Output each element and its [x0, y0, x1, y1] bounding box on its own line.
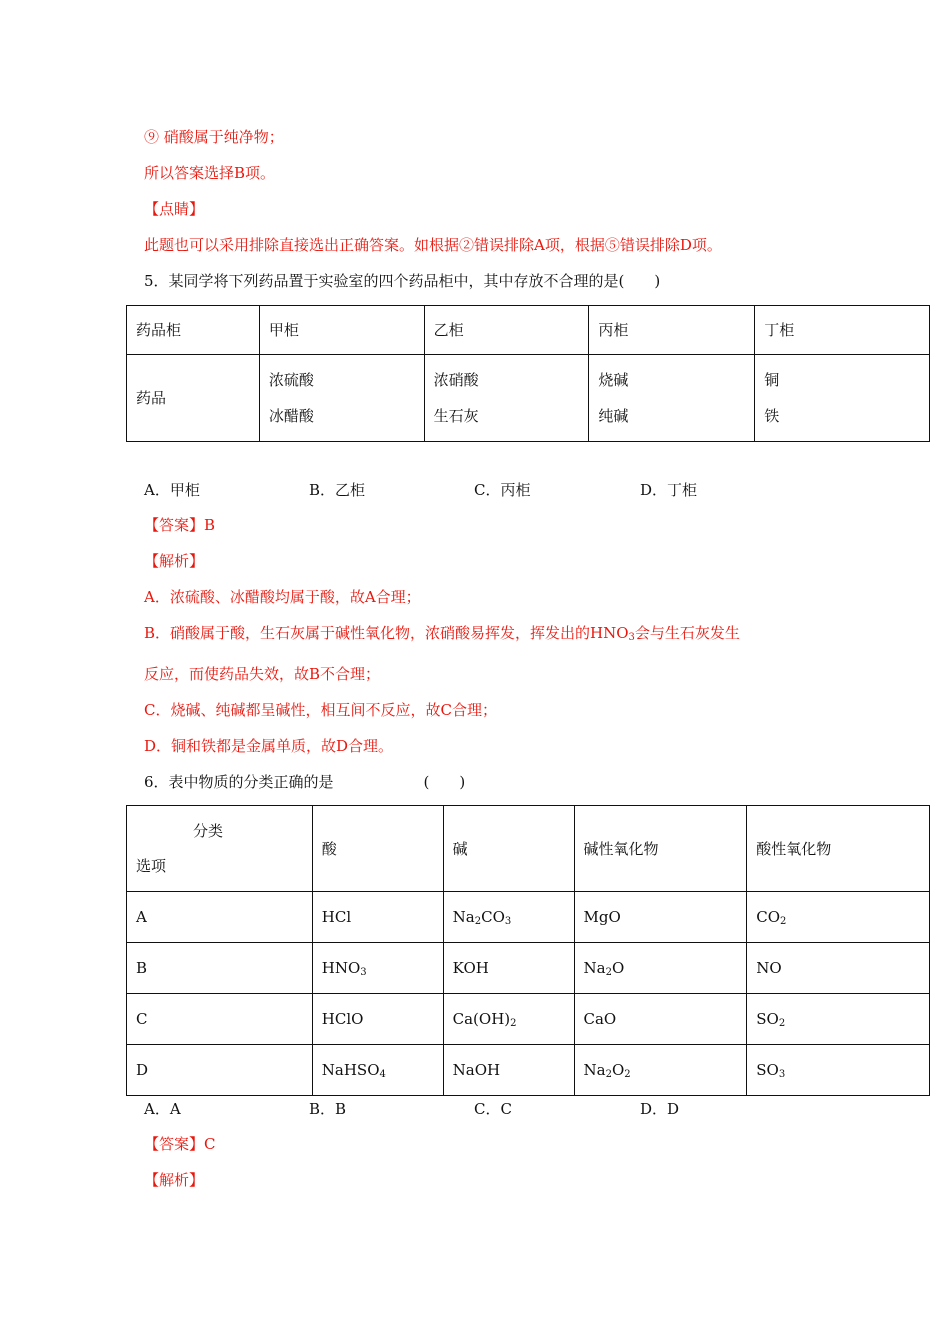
- subscript: 2: [624, 1069, 631, 1080]
- formula-text: NaHSO: [321, 1061, 380, 1079]
- q5-header-cell: 乙柜: [424, 306, 589, 355]
- corner-option-label: 选项: [136, 857, 167, 875]
- subscript: 2: [605, 967, 612, 978]
- table-row: [127, 943, 930, 994]
- formula-cell: [312, 892, 443, 943]
- q6-options: [144, 1098, 844, 1118]
- q5-row-label: 药品: [127, 355, 260, 442]
- formula-cell: [443, 892, 574, 943]
- q6-analysis-tag: 【解析】: [144, 1171, 205, 1189]
- q5-cell-jia: [259, 355, 424, 442]
- formula-text: HCl: [321, 908, 352, 926]
- q6-option-d: D．D: [640, 1100, 680, 1118]
- formula-text: MgO: [583, 908, 621, 926]
- formula-cell: [312, 1045, 443, 1096]
- q5-stem: 5．某同学将下列药品置于实验室的四个药品柜中，其中存放不合理的是( ): [144, 272, 661, 290]
- formula-text: O: [611, 959, 625, 977]
- q5-header-cell: 丙柜: [589, 306, 755, 355]
- q5-cabinet-table: [126, 305, 930, 442]
- formula-cell: [443, 994, 574, 1045]
- chemical-name: 生石灰: [433, 407, 479, 425]
- chemical-name: 浓硝酸: [433, 371, 479, 389]
- q5-header-cell: 药品柜: [127, 306, 260, 355]
- row-label: C: [127, 994, 313, 1045]
- corner-category-label: 分类: [193, 822, 224, 840]
- q5-analysis-tag: 【解析】: [144, 552, 205, 570]
- formula-text: CaO: [583, 1010, 617, 1028]
- q5-analysis-d: D．铜和铁都是金属单质，故D合理。: [144, 737, 394, 755]
- formula-cell: [443, 943, 574, 994]
- text-segment: B．硝酸属于酸，生石灰属于碱性氧化物，浓硝酸易挥发，挥发出的HNO: [144, 624, 629, 642]
- formula-text: Na: [583, 1061, 606, 1079]
- analysis-item-9: ⑨ 硝酸属于纯净物；: [144, 128, 284, 146]
- subscript: 2: [474, 916, 482, 927]
- q5-option-d: D．丁柜: [640, 481, 698, 499]
- subscript: 2: [605, 1069, 612, 1080]
- formula-text: Na: [452, 908, 475, 926]
- chemical-name: 冰醋酸: [268, 407, 314, 425]
- formula-cell: [747, 994, 930, 1045]
- subscript: 4: [379, 1069, 386, 1080]
- q5-answer: 【答案】B: [144, 516, 216, 534]
- table-row: [127, 892, 930, 943]
- q6-classification-table: [126, 805, 930, 1096]
- subscript: 2: [778, 1018, 786, 1029]
- q5-analysis-c: C．烧碱、纯碱都呈碱性，相互间不反应，故C合理；: [144, 701, 497, 719]
- formula-cell: [574, 943, 747, 994]
- q5-option-b: B．乙柜: [309, 481, 366, 499]
- q6-header-row: [127, 806, 930, 892]
- q6-answer: 【答案】C: [144, 1135, 216, 1153]
- subscript: 3: [628, 632, 635, 643]
- chemical-name: 浓硫酸: [268, 371, 314, 389]
- q5-header-cell: 丁柜: [755, 306, 930, 355]
- text-segment: 会与生石灰发生: [634, 624, 740, 642]
- q5-cell-bing: [589, 355, 755, 442]
- formula-text: Na: [583, 959, 606, 977]
- q5-options: [144, 479, 844, 499]
- formula-cell: [747, 943, 930, 994]
- chemical-name: 纯碱: [598, 407, 629, 425]
- q5-cell-yi: [424, 355, 589, 442]
- formula-cell: [312, 943, 443, 994]
- q5-analysis-b-line1: [144, 623, 740, 643]
- q5-header-cell: 甲柜: [259, 306, 424, 355]
- chemical-name: 铁: [764, 407, 780, 425]
- subscript: 3: [778, 1069, 786, 1080]
- q5-analysis-b-line2: 反应，而使药品失效，故B不合理；: [144, 665, 381, 683]
- subscript: 3: [360, 967, 367, 978]
- formula-text: HClO: [321, 1010, 364, 1028]
- subscript: 2: [510, 1018, 517, 1029]
- table-row: [127, 994, 930, 1045]
- q6-corner-cell: [127, 806, 313, 892]
- formula-text: SO: [756, 1010, 779, 1028]
- q5-chemical-row: [127, 355, 930, 442]
- formula-text: HNO: [321, 959, 361, 977]
- formula-cell: [574, 994, 747, 1045]
- q6-option-b: B．B: [309, 1100, 347, 1118]
- q5-analysis-a: A．浓硫酸、冰醋酸均属于酸，故A合理；: [144, 588, 421, 606]
- q5-option-c: C．丙柜: [474, 481, 531, 499]
- chemical-name: 铜: [764, 371, 780, 389]
- q5-header-row: [127, 306, 930, 355]
- formula-text: KOH: [452, 959, 489, 977]
- formula-text: SO: [756, 1061, 779, 1079]
- tip-text: 此题也可以采用排除直接选出正确答案。如根据②错误排除A项，根据⑤错误排除D项。: [144, 236, 722, 254]
- row-label: D: [127, 1045, 313, 1096]
- q6-header-base: 碱: [443, 806, 574, 892]
- q5-cell-ding: [755, 355, 930, 442]
- formula-cell: [574, 892, 747, 943]
- formula-text: CO: [481, 908, 505, 926]
- q6-option-a: A．A: [144, 1100, 181, 1118]
- row-label: B: [127, 943, 313, 994]
- q6-option-c: C．C: [474, 1100, 512, 1118]
- formula-text: Ca(OH): [452, 1010, 511, 1028]
- formula-text: NO: [756, 959, 782, 977]
- chemical-name: 烧碱: [598, 371, 629, 389]
- q6-header-acid: 酸: [312, 806, 443, 892]
- formula-cell: [443, 1045, 574, 1096]
- table-row: [127, 1045, 930, 1096]
- formula-cell: [312, 994, 443, 1045]
- q5-option-a: A．甲柜: [144, 481, 200, 499]
- formula-cell: [747, 892, 930, 943]
- row-label: A: [127, 892, 313, 943]
- formula-cell: [574, 1045, 747, 1096]
- q6-stem: 6．表中物质的分类正确的是 ( ): [144, 773, 466, 791]
- subscript: 3: [504, 916, 512, 927]
- formula-text: NaOH: [452, 1061, 501, 1079]
- tip-tag: 【点睛】: [144, 200, 205, 218]
- formula-text: CO: [756, 908, 781, 926]
- formula-cell: [747, 1045, 930, 1096]
- formula-text: O: [611, 1061, 625, 1079]
- subscript: 2: [780, 916, 787, 927]
- q6-header-basic-oxide: 碱性氧化物: [574, 806, 747, 892]
- q6-header-acidic-oxide: 酸性氧化物: [747, 806, 930, 892]
- analysis-conclusion: 所以答案选择B项。: [144, 164, 276, 182]
